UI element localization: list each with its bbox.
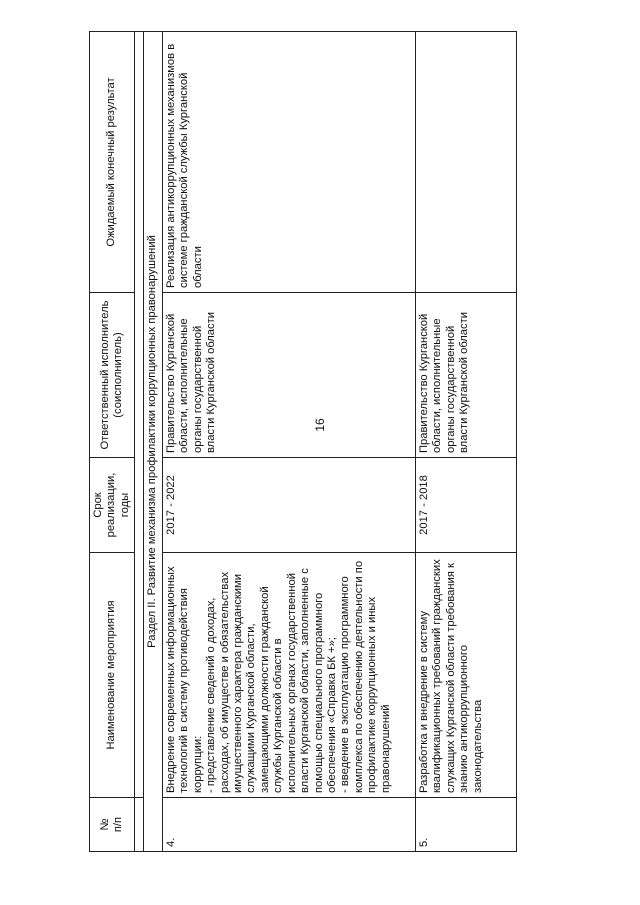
table-row	[162, 32, 415, 852]
header-term: Срок реализации, годы	[90, 458, 135, 553]
page-number: 16	[313, 418, 327, 432]
spacer-cell	[135, 798, 144, 852]
row-name: Разработка и внедрение в систему квалификационных требований гражданских служащих Курганской области требования к знанию антикоррупционного законодательства	[415, 553, 516, 798]
spacer-cell	[135, 32, 144, 798]
row-num: 5.	[415, 798, 516, 852]
rotated-page-area	[89, 32, 601, 852]
header-executor: Ответственный исполнитель (соисполнитель)	[90, 293, 135, 458]
table-header-row	[90, 32, 135, 852]
spacer-row	[135, 32, 144, 852]
row-num: 4.	[162, 798, 415, 852]
header-result: Ожидаемый конечный результат	[90, 32, 135, 293]
row-result	[415, 32, 516, 293]
row-name: Внедрение современных информационных технологий в систему противодействия коррупции: - представление сведений о доходах, расходах, об имуществе и обязательствах имущественного характера гражданскими служащими Курганской области, замещающими должности гражданской службы Курганской области в исполнительных органах государственной власти Курганской области, заполненные с помощью специального программного обеспечения «Справка БК +»; - введение в эксплуатацию программного комплекса по обеспечению деятельности по профилактике коррупционных и иных правонарушений	[162, 553, 415, 798]
section-title: Раздел II. Развитие механизма профилактики коррупционных правонарушений	[144, 32, 162, 852]
row-result: Реализация антикоррупционных механизмов в системе гражданской службы Курганской области	[162, 32, 415, 293]
table-row	[415, 32, 516, 852]
measures-table	[89, 31, 517, 852]
row-executor: Правительство Курганской области, исполнительные органы государственной власти Курганской области	[415, 293, 516, 458]
row-term: 2017 - 2022	[162, 458, 415, 553]
row-executor: Правительство Курганской области, исполнительные органы государственной власти Курганской области	[162, 293, 415, 458]
row-term: 2017 - 2018	[415, 458, 516, 553]
landscape-table-container	[89, 32, 601, 852]
section-row	[144, 32, 162, 852]
header-num: № п/п	[90, 798, 135, 852]
header-name: Наименование мероприятия	[90, 553, 135, 798]
